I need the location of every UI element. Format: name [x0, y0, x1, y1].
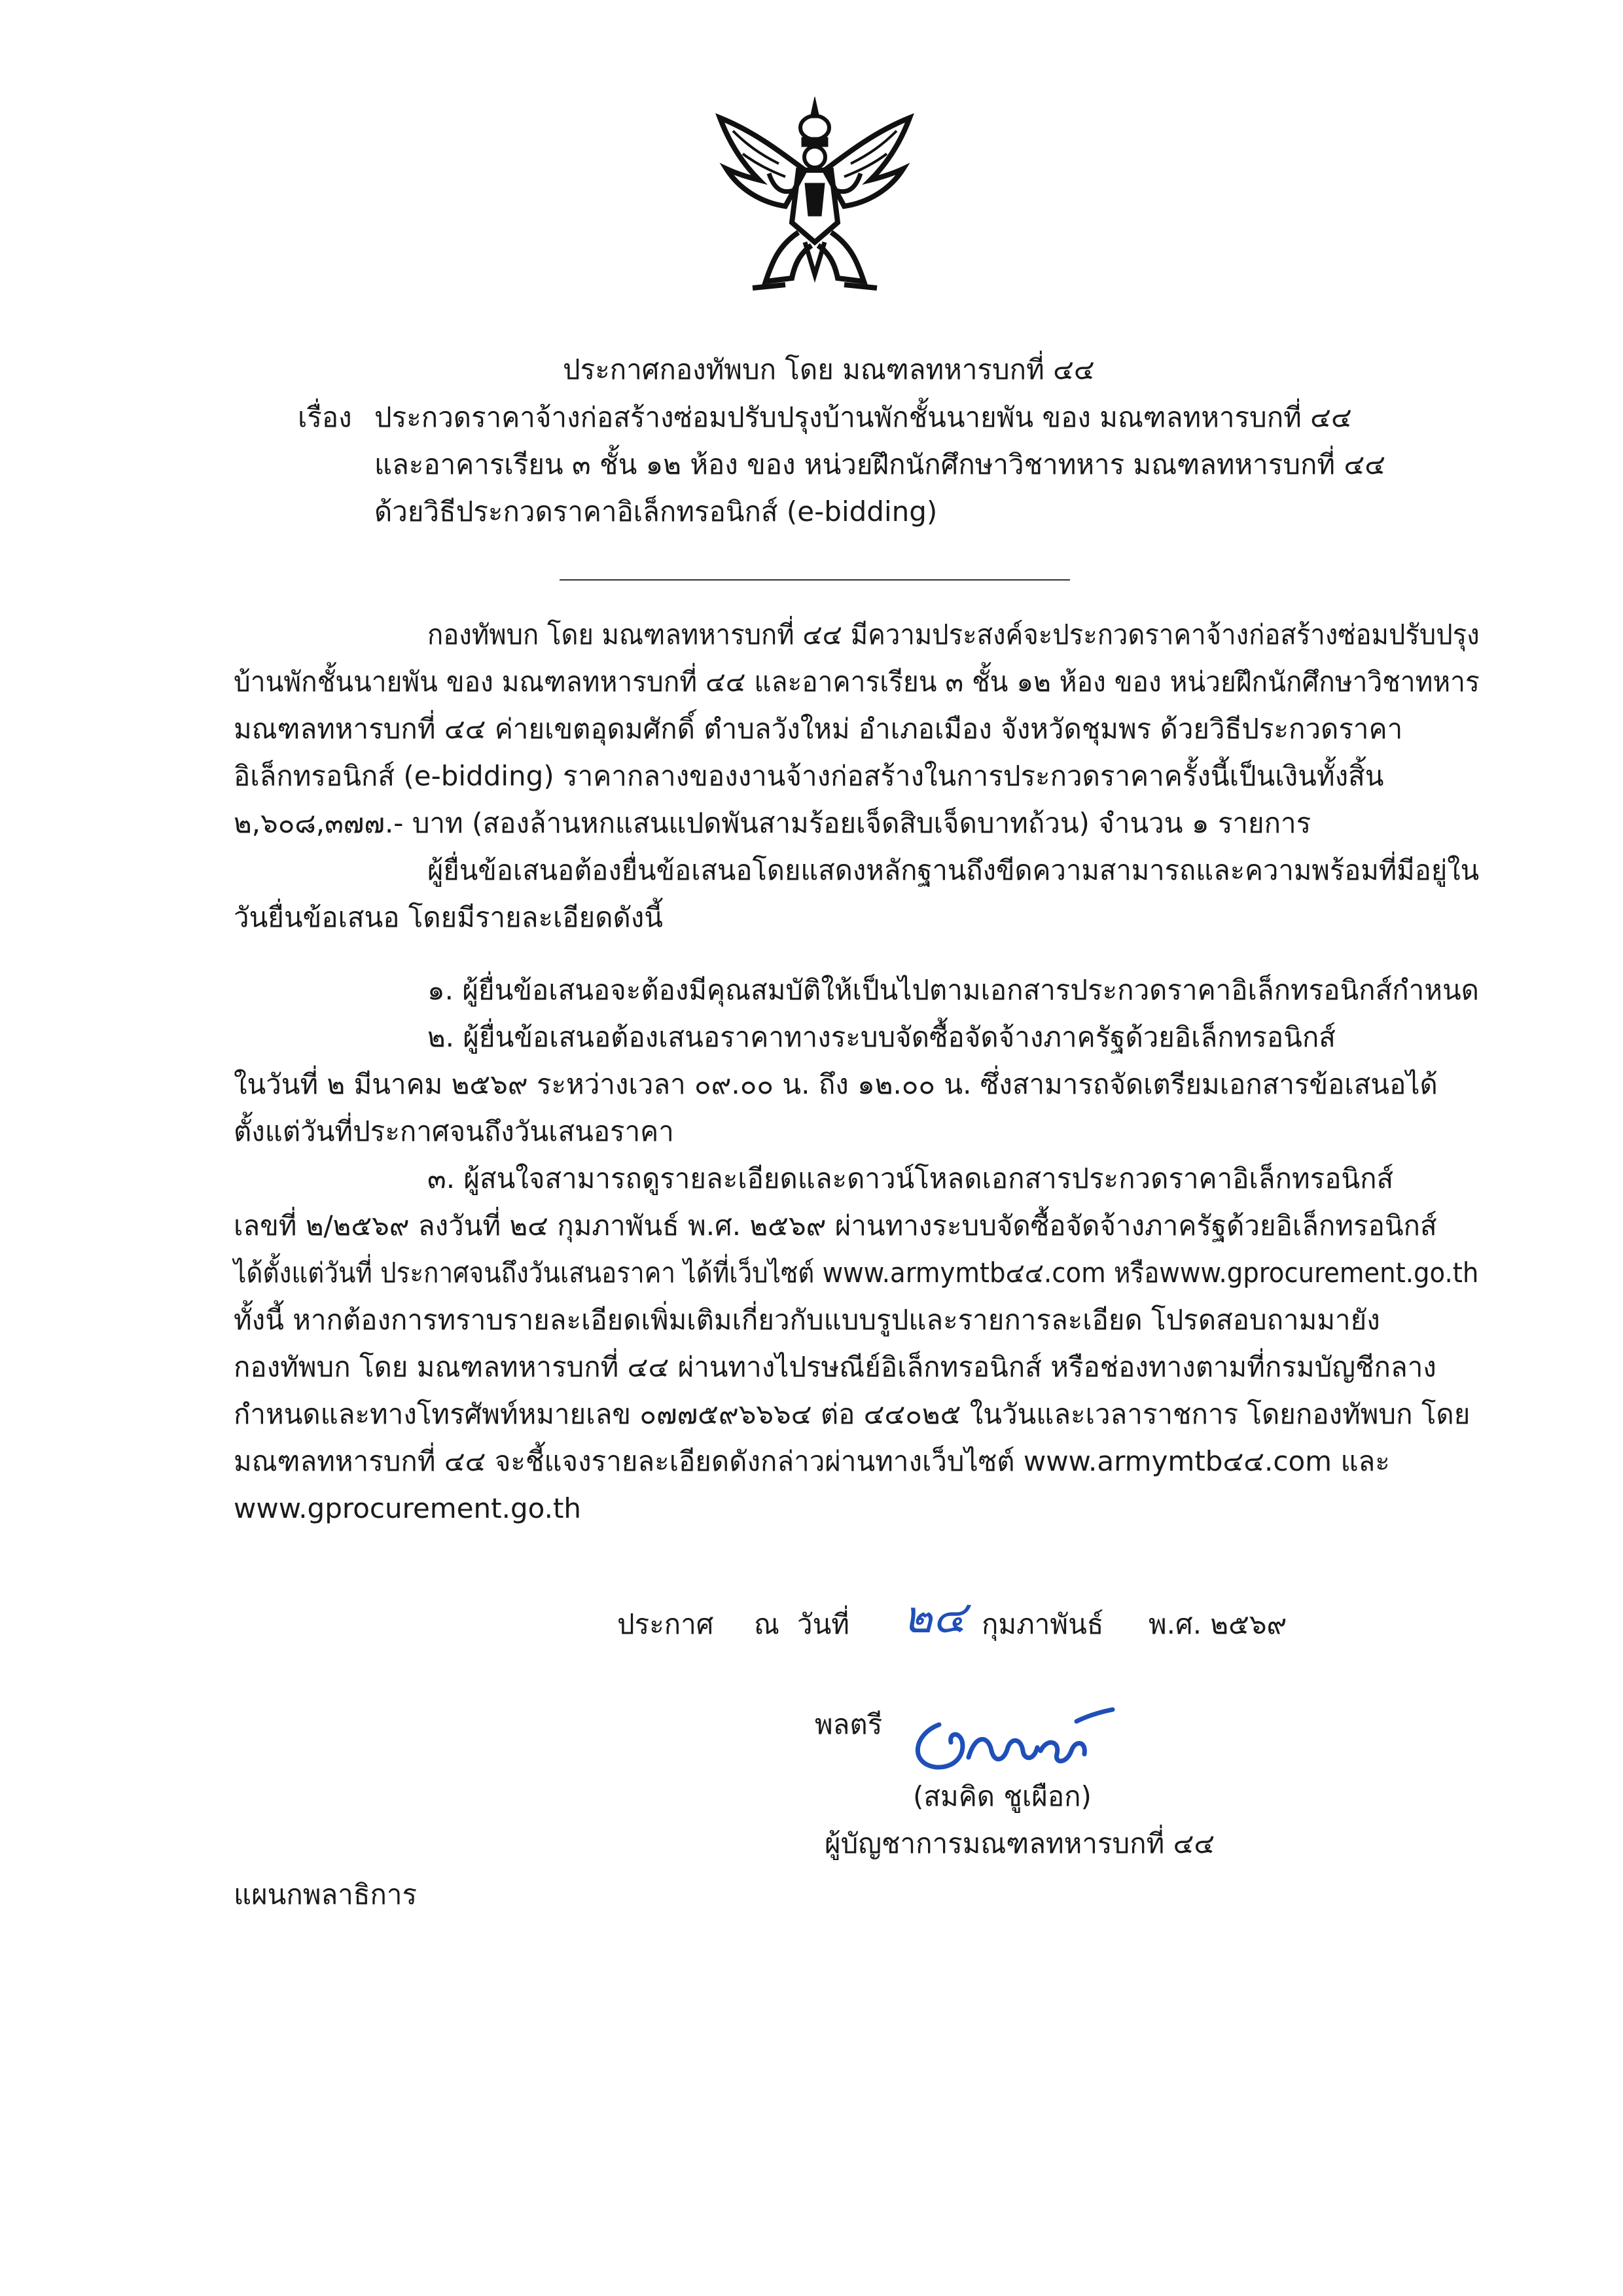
paragraph2-line-2: วันยื่นข้อเสนอ โดยมีรายละเอียดดังนี้	[234, 901, 663, 933]
paragraph1-line-4: อิเล็กทรอนิกส์ (e-bidding) ราคากลางของงานจ้างก่อสร้างในการประกวดราคาครั้งนี้เป็นเงินทั้งสิ้น	[234, 760, 1384, 792]
handwritten-signature	[900, 1695, 1122, 1780]
announcement-title: ประกาศกองทัพบก โดย มณฑลทหารบกที่ ๔๔	[563, 353, 1095, 386]
garuda-emblem-icon	[707, 92, 923, 304]
item1-line-1: ๑. ผู้ยื่นข้อเสนอจะต้องมีคุณสมบัติให้เป็นไปตามเอกสารประกวดราคาอิเล็กทรอนิกส์กำหนด	[427, 974, 1479, 1006]
paragraph1-line-2: บ้านพักชั้นนายพัน ของ มณฑลทหารบกที่ ๔๔ และอาคารเรียน ๓ ชั้น ๑๒ ห้อง ของ หน่วยฝึกนักศึกษาวิชาทหาร	[234, 666, 1480, 698]
paragraph1-line-3: มณฑลทหารบกที่ ๔๔ ค่ายเขตอุดมศักดิ์ ตำบลวังใหม่ อำเภอเมือง จังหวัดชุมพร ด้วยวิธีประกวดราคา	[234, 713, 1403, 745]
item2-line-2: ในวันที่ ๒ มีนาคม ๒๕๖๙ ระหว่างเวลา ๐๙.๐๐ น. ถึง ๑๒.๐๐ น. ซึ่งสามารถจัดเตรียมเอกสารข้อเสนอได้	[234, 1068, 1438, 1100]
department-footer: แผนกพลาธิการ	[234, 1878, 418, 1910]
at-label: ณ	[754, 1608, 779, 1640]
signer-title: ผู้บัญชาการมณฑลทหารบกที่ ๔๔	[825, 1827, 1215, 1859]
date-label: วันที่	[797, 1608, 849, 1640]
signer-name: (สมคิด ชูเผือก)	[913, 1780, 1092, 1812]
signer-rank: พลตรี	[815, 1708, 883, 1740]
item2-line-3: ตั้งแต่วันที่ประกาศจนถึงวันเสนอราคา	[234, 1115, 674, 1147]
item3-line-3: ได้ตั้งแต่วันที่ ประกาศจนถึงวันเสนอราคา ได้ที่เว็บไซต์ www.armymtb๔๔.com หรือwww.gprocurement.go.th	[234, 1257, 1479, 1289]
paragraph2-line-1: ผู้ยื่นข้อเสนอต้องยื่นข้อเสนอโดยแสดงหลักฐานถึงขีดความสามารถและความพร้อมที่มีอยู่ใน	[427, 854, 1480, 886]
item3-line-4: ทั้งนี้ หากต้องการทราบรายละเอียดเพิ่มเติมเกี่ยวกับแบบรูปและรายการละเอียด โปรดสอบถามมายัง	[234, 1304, 1380, 1336]
item3-line-7: มณฑลทหารบกที่ ๔๔ จะชี้แจงรายละเอียดดังกล่าวผ่านทางเว็บไซต์ www.armymtb๔๔.com และ	[234, 1445, 1390, 1477]
item3-line-5: กองทัพบก โดย มณฑลทหารบกที่ ๔๔ ผ่านทางไปรษณีย์อิเล็กทรอนิกส์ หรือช่องทางตามที่กรมบัญชีกลาง	[234, 1351, 1436, 1383]
paragraph1-line-5: ๒,๖๐๘,๓๗๗.- บาท (สองล้านหกแสนแปดพันสามร้อยเจ็ดสิบเจ็ดบาทถ้วน) จำนวน ๑ รายการ	[234, 807, 1311, 839]
date-month: กุมภาพันธ์	[982, 1608, 1104, 1640]
header-divider	[560, 579, 1070, 581]
item3-line-1: ๓. ผู้สนใจสามารถดูรายละเอียดและดาวน์โหลดเอกสารประกวดราคาอิเล็กทรอนิกส์	[427, 1162, 1394, 1194]
subject-line-3: ด้วยวิธีประกวดราคาอิเล็กทรอนิกส์ (e-bidding)	[374, 495, 938, 528]
item3-line-6: กำหนดและทางโทรศัพท์หมายเลข ๐๗๗๕๙๖๖๖๔ ต่อ ๔๔๐๒๕ ในวันและเวลาราชการ โดยกองทัพบก โดย	[234, 1398, 1471, 1430]
item3-line-8: www.gprocurement.go.th	[234, 1492, 582, 1524]
date-year: พ.ศ. ๒๕๖๙	[1149, 1608, 1287, 1640]
announced-label: ประกาศ	[617, 1608, 714, 1640]
item2-line-1: ๒. ผู้ยื่นข้อเสนอต้องเสนอราคาทางระบบจัดซื้อจัดจ้างภาครัฐด้วยอิเล็กทรอนิกส์	[427, 1021, 1336, 1053]
handwritten-day: ๒๔	[903, 1592, 967, 1643]
subject-label: เรื่อง	[298, 401, 352, 433]
subject-line-2: และอาคารเรียน ๓ ชั้น ๑๒ ห้อง ของ หน่วยฝึกนักศึกษาวิชาทหาร มณฑลทหารบกที่ ๔๔	[374, 448, 1386, 480]
paragraph1-line-1: กองทัพบก โดย มณฑลทหารบกที่ ๔๔ มีความประสงค์จะประกวดราคาจ้างก่อสร้างซ่อมปรับปรุง	[427, 619, 1480, 651]
item3-line-2: เลขที่ ๒/๒๕๖๙ ลงวันที่ ๒๔ กุมภาพันธ์ พ.ศ. ๒๕๖๙ ผ่านทางระบบจัดซื้อจัดจ้างภาครัฐด้วยอิเล็กทรอนิกส์	[234, 1210, 1437, 1242]
subject-line-1: ประกวดราคาจ้างก่อสร้างซ่อมปรับปรุงบ้านพักชั้นนายพัน ของ มณฑลทหารบกที่ ๔๔	[374, 401, 1352, 433]
